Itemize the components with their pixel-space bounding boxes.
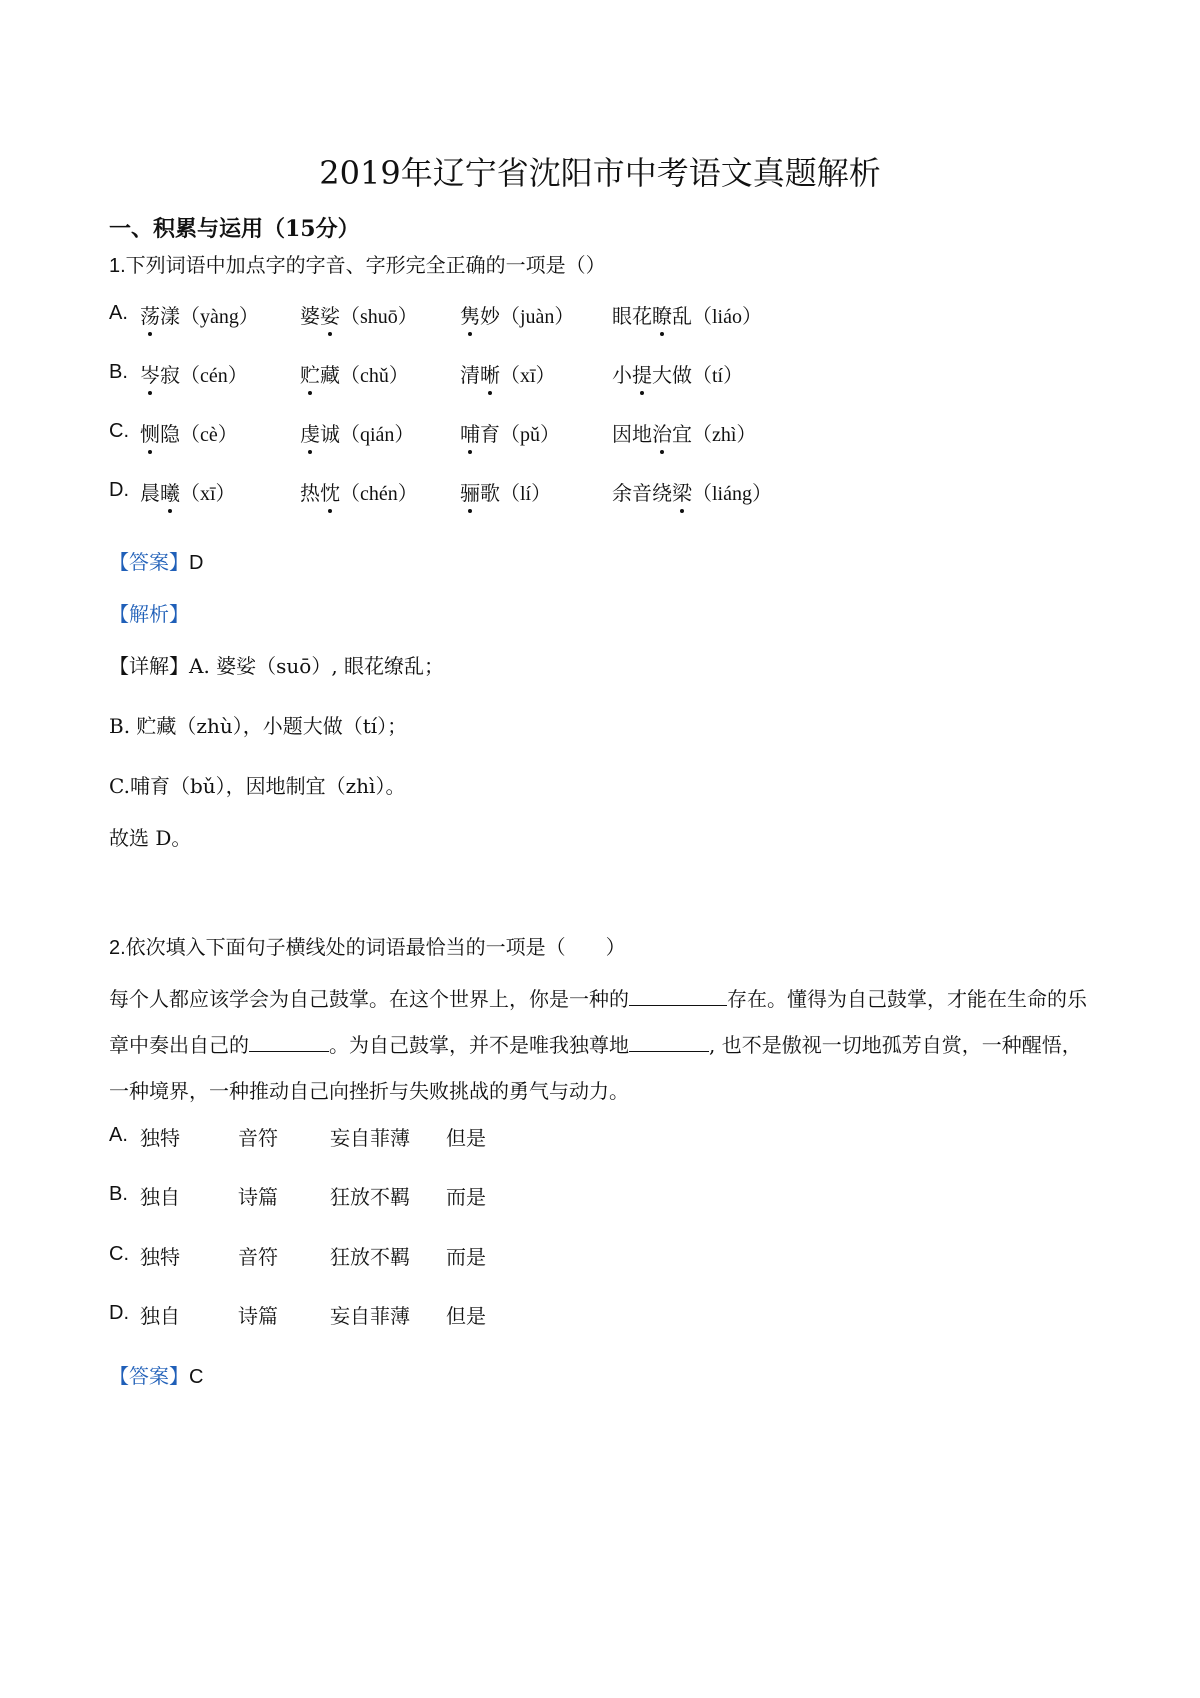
option-word: 音符 — [238, 1126, 278, 1150]
option-item — [612, 361, 743, 390]
option-word: 但是 — [446, 1304, 486, 1328]
option-item — [460, 479, 551, 508]
dotted-char: 哺 — [460, 422, 480, 446]
dotted-char: 瞭 — [652, 304, 672, 328]
item-suffix: 隐 — [160, 422, 180, 446]
option-letter: B. — [109, 361, 128, 383]
dotted-char: 提 — [632, 363, 652, 387]
option-item — [612, 302, 762, 331]
item-prefix: 婆 — [300, 304, 320, 328]
option-word: 狂放不羁 — [330, 1185, 410, 1209]
dotted-char: 恻 — [140, 422, 160, 446]
item-suffix: 漾 — [160, 304, 180, 328]
question-2-answer — [109, 1362, 203, 1391]
option-word: 而是 — [446, 1245, 486, 1269]
item-suffix: 宜 — [672, 422, 692, 446]
option-letter: D. — [109, 479, 129, 501]
question-2-passage — [109, 976, 1099, 1114]
pinyin: （liáng） — [692, 483, 772, 505]
question-1-stem: 1.下列词语中加点字的字音、字形完全正确的一项是（） — [109, 255, 606, 277]
dotted-char: 荡 — [140, 304, 160, 328]
dotted-char: 晰 — [480, 363, 500, 387]
answer-value: D — [189, 552, 204, 574]
pinyin: （yàng） — [180, 306, 259, 328]
answer-tag: 【答案】 — [109, 1364, 189, 1388]
option-item — [140, 302, 259, 331]
pinyin: （cén） — [180, 365, 248, 387]
option-letter: B. — [109, 1183, 128, 1205]
item-prefix: 清 — [460, 363, 480, 387]
dotted-char: 虔 — [300, 422, 320, 446]
option-item — [612, 420, 756, 449]
item-prefix: 余音绕 — [612, 481, 672, 505]
item-prefix: 晨 — [140, 481, 160, 505]
pinyin: （juàn） — [500, 306, 575, 328]
dotted-char: 岑 — [140, 363, 160, 387]
pinyin: （xī） — [500, 365, 556, 387]
option-item — [300, 479, 418, 508]
option-item — [460, 420, 560, 449]
pinyin: （qián） — [340, 424, 415, 446]
item-suffix: 歌 — [480, 481, 500, 505]
detail-tag: 【详解】 — [109, 654, 189, 678]
option-word: 妄自菲薄 — [330, 1126, 410, 1150]
item-prefix: 眼花 — [612, 304, 652, 328]
pinyin: （xī） — [180, 483, 236, 505]
option-letter: A. — [109, 1124, 128, 1146]
dotted-char: 梁 — [672, 481, 692, 505]
option-word: 妄自菲薄 — [330, 1304, 410, 1328]
pinyin: （chén） — [340, 483, 418, 505]
item-suffix: 育 — [480, 422, 500, 446]
option-item — [460, 361, 556, 390]
section-heading: 一、积累与运用（15分） — [109, 216, 360, 242]
passage-part-2: 存在。懂得为自己鼓掌，才能在生命的乐章中奏出自己的 — [109, 987, 1087, 1057]
option-word: 诗篇 — [238, 1304, 278, 1328]
option-letter: A. — [109, 302, 128, 324]
answer-tag: 【答案】 — [109, 550, 189, 574]
question-1-analysis-tag — [109, 600, 189, 628]
item-prefix: 因地 — [612, 422, 652, 446]
pinyin: （tí） — [692, 365, 744, 387]
option-letter: C. — [109, 420, 129, 442]
item-suffix: 藏 — [320, 363, 340, 387]
dotted-char: 贮 — [300, 363, 320, 387]
pinyin: （liáo） — [692, 306, 762, 328]
item-suffix: 大做 — [652, 363, 692, 387]
page-title: 2019年辽宁省沈阳市中考语文真题解析 — [319, 154, 881, 192]
pinyin: （zhì） — [692, 424, 757, 446]
passage-part-3: 。为自己鼓掌，并不是唯我独尊地 — [329, 1033, 629, 1057]
option-item — [612, 479, 772, 508]
option-word: 诗篇 — [238, 1185, 278, 1209]
question-1-detail-3: C.哺育（bǔ），因地制宜（zhì）。 — [109, 774, 406, 798]
option-word: 独特 — [140, 1126, 180, 1150]
dotted-char: 曦 — [160, 481, 180, 505]
option-word: 音符 — [238, 1245, 278, 1269]
item-suffix: 妙 — [480, 304, 500, 328]
item-suffix: 诚 — [320, 422, 340, 446]
fill-blank-2 — [249, 1029, 329, 1052]
passage-part-4: , 也不是傲视一切地孤芳自赏，一种醒悟，一种境界，一种推动自己向挫折与失败挑战的勇气与动力。 — [109, 1033, 1082, 1103]
question-2-stem: 2.依次填入下面句子横线处的词语最恰当的一项是（ ） — [109, 937, 626, 959]
passage-part-1: 每个人都应该学会为自己鼓掌。在这个世界上，你是一种的 — [109, 987, 629, 1011]
pinyin: （lí） — [500, 483, 552, 505]
dotted-char: 忱 — [320, 481, 340, 505]
option-item — [300, 302, 418, 331]
item-prefix: 热 — [300, 481, 320, 505]
answer-value: C — [189, 1366, 204, 1388]
detail-line: A. 婆娑（suō）, 眼花缭乱； — [189, 654, 445, 678]
question-1-answer — [109, 548, 203, 577]
question-1-detail-2: B. 贮藏（zhù），小题大做（tí）； — [109, 714, 408, 738]
dotted-char: 骊 — [460, 481, 480, 505]
option-word: 独自 — [140, 1304, 180, 1328]
pinyin: （pǔ） — [500, 424, 560, 446]
pinyin: （chǔ） — [340, 365, 409, 387]
option-word: 独特 — [140, 1245, 180, 1269]
option-item — [300, 420, 414, 449]
option-word: 狂放不羁 — [330, 1245, 410, 1269]
option-item — [140, 420, 238, 449]
dotted-char: 隽 — [460, 304, 480, 328]
item-prefix: 小 — [612, 363, 632, 387]
option-letter: C. — [109, 1243, 129, 1265]
analysis-tag: 【解析】 — [109, 602, 189, 626]
dotted-char: 治 — [652, 422, 672, 446]
item-suffix: 寂 — [160, 363, 180, 387]
option-item — [300, 361, 409, 390]
item-suffix: 乱 — [672, 304, 692, 328]
fill-blank-3 — [629, 1029, 709, 1052]
option-item — [140, 479, 236, 508]
option-item — [460, 302, 574, 331]
pinyin: （cè） — [180, 424, 238, 446]
pinyin: （shuō） — [340, 306, 418, 328]
option-word: 但是 — [446, 1126, 486, 1150]
option-letter: D. — [109, 1302, 129, 1324]
dotted-char: 娑 — [320, 304, 340, 328]
option-word: 而是 — [446, 1185, 486, 1209]
question-1-detail-1 — [109, 652, 444, 680]
option-item — [140, 361, 248, 390]
fill-blank-1 — [629, 983, 727, 1006]
question-1-detail-4: 故选 D。 — [109, 826, 192, 850]
option-word: 独自 — [140, 1185, 180, 1209]
